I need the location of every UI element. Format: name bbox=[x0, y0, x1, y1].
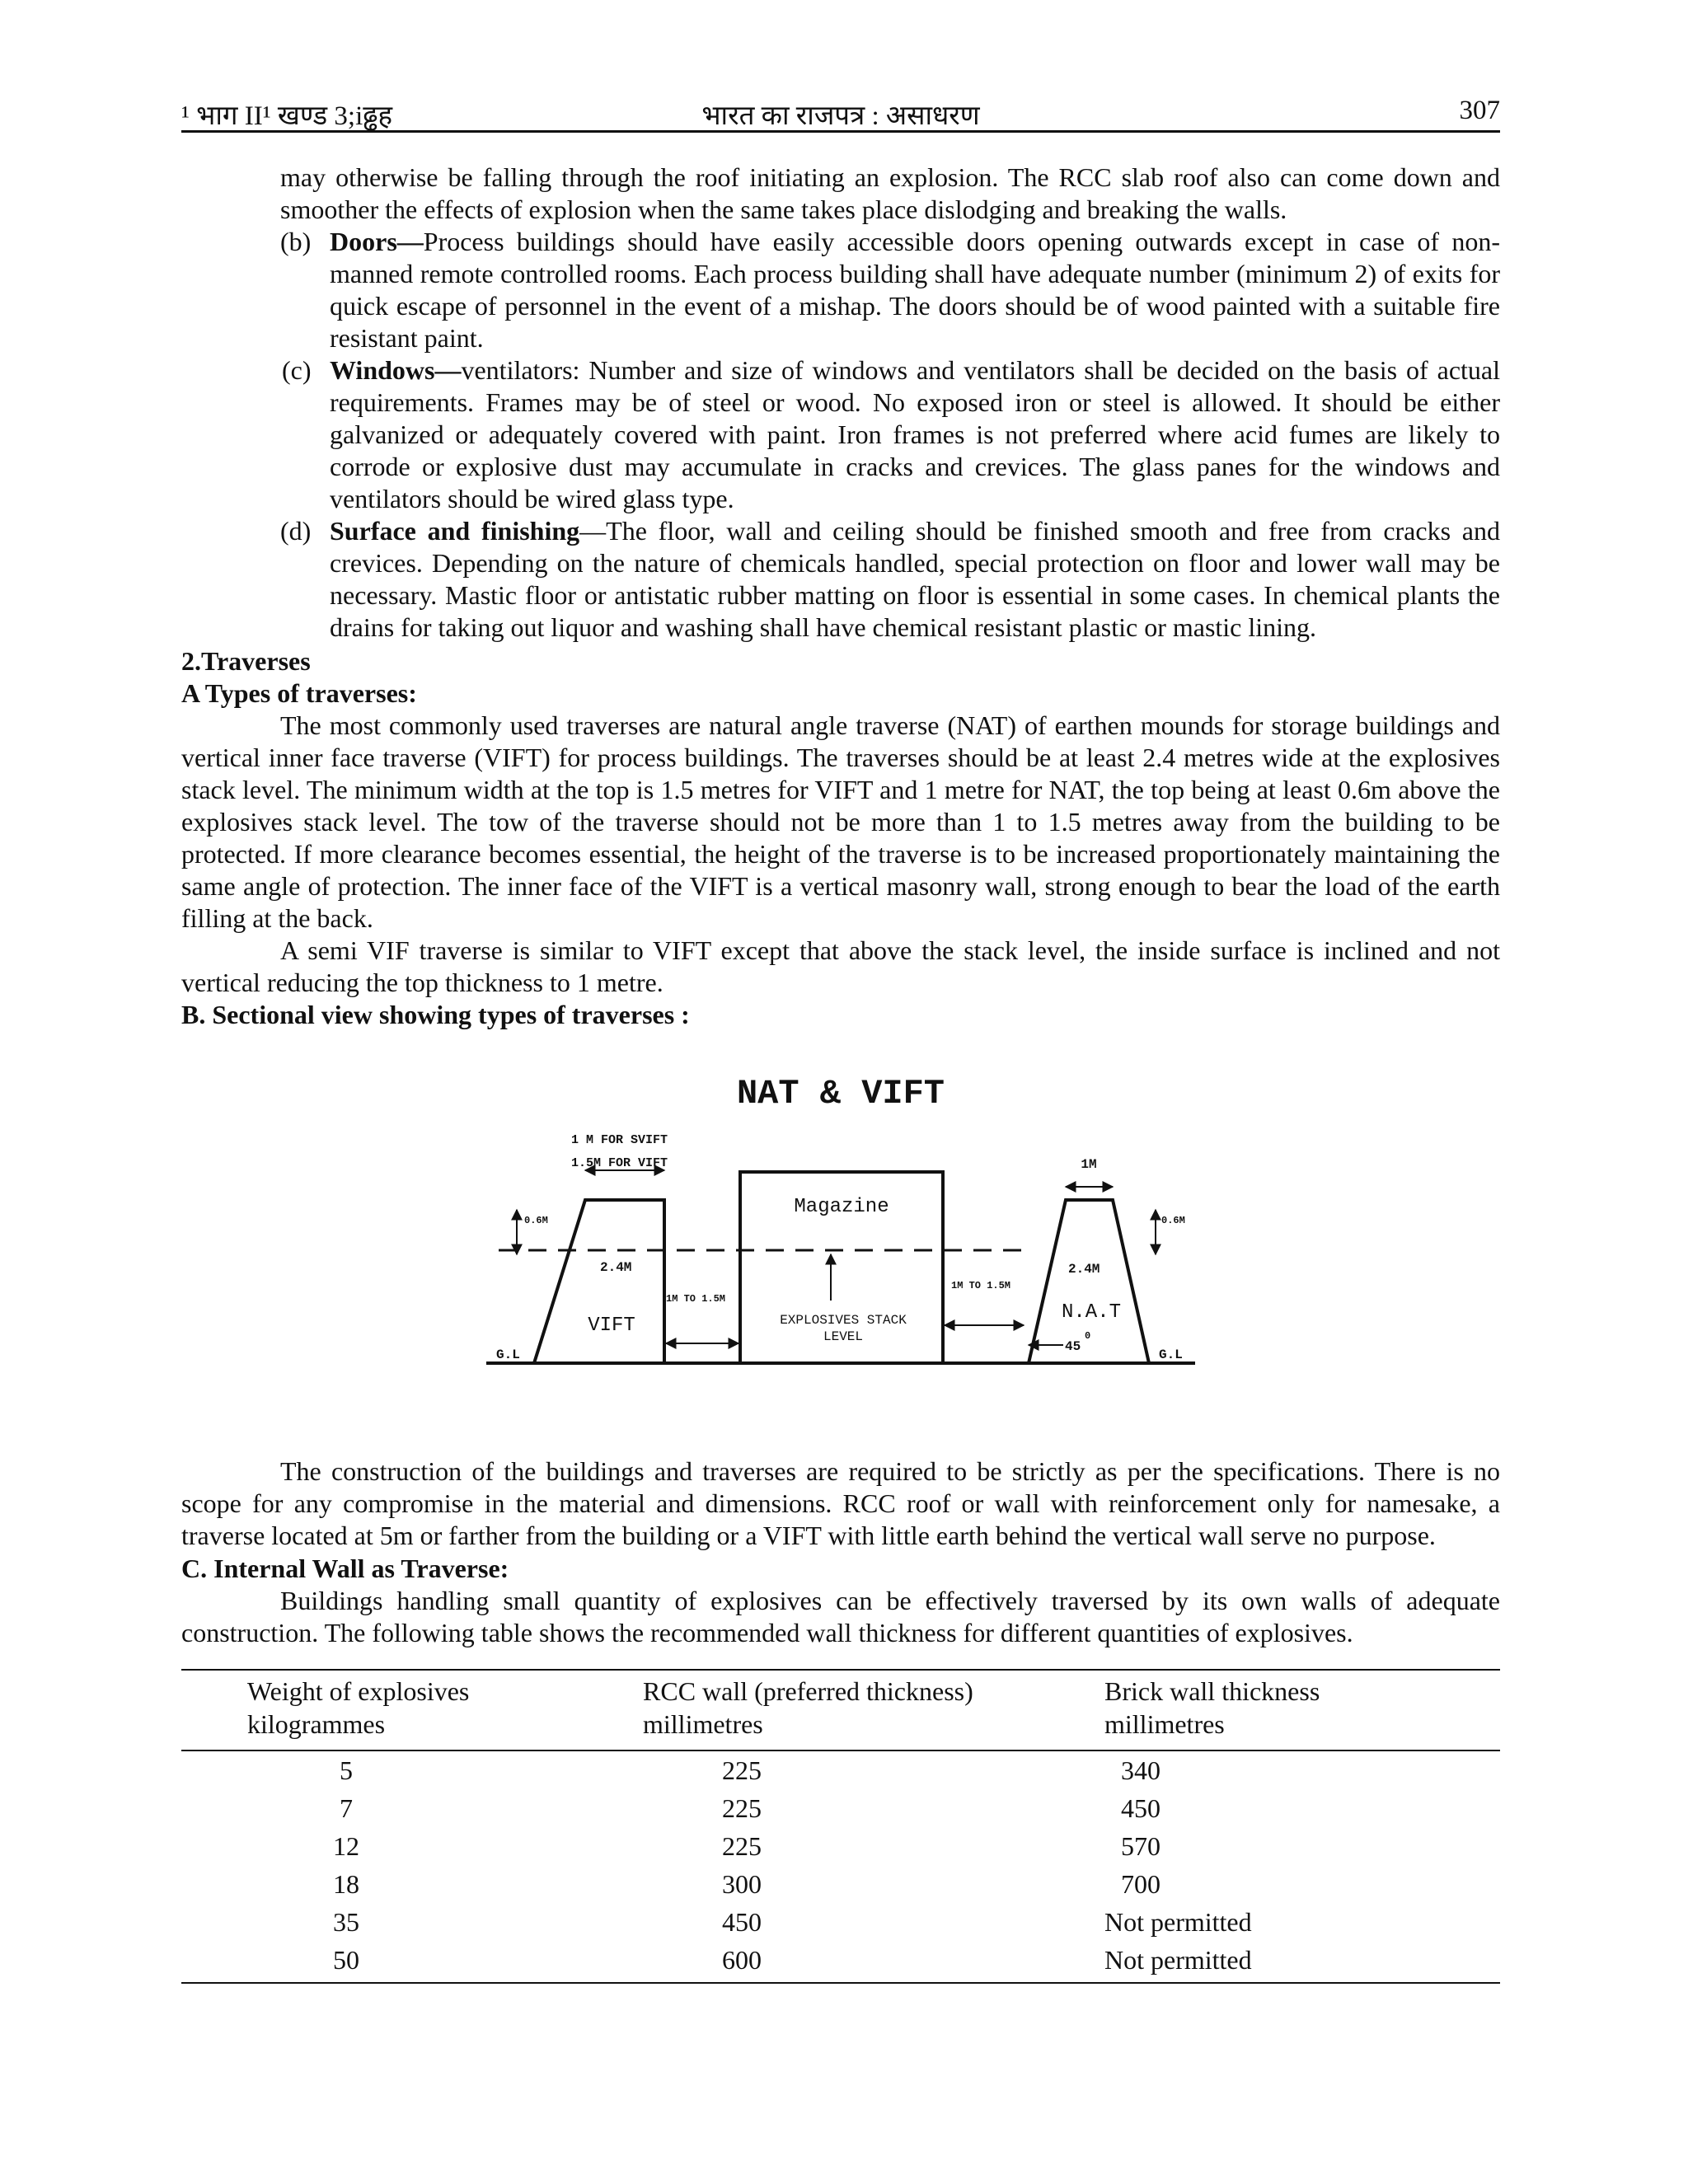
ground-label-right: G.L bbox=[1159, 1347, 1183, 1362]
table-row bbox=[181, 1903, 1500, 1941]
cell-rcc: 450 bbox=[722, 1907, 762, 1937]
left-height-label: 0.6M bbox=[524, 1215, 548, 1226]
svift-label: 1 M FOR SVIFT bbox=[571, 1133, 668, 1147]
cell-rcc: 300 bbox=[722, 1869, 762, 1899]
cell-brick: 700 bbox=[1121, 1869, 1160, 1899]
header-line: RCC wall (preferred thickness) bbox=[643, 1676, 973, 1706]
table-header-brick bbox=[1104, 1675, 1320, 1741]
item-title: Doors— bbox=[330, 227, 424, 256]
item-text: —The floor, wall and ceiling should be finished smooth and free from cracks and crevices. Depending on the nature of chemicals handled, special protection on floor and lower wall may be necessary. Mastic floor or antistatic rubber matting on floor is essential in some cases. In chemical plants the drains for taking out liquor and washing shall have chemical resistant plastic or mastic lining. bbox=[330, 516, 1501, 642]
item-surface bbox=[330, 515, 1500, 644]
table-row bbox=[181, 1789, 1500, 1827]
header-line: Brick wall thickness bbox=[1104, 1676, 1320, 1706]
item-doors bbox=[330, 226, 1500, 354]
header-line: millimetres bbox=[1104, 1709, 1225, 1739]
nat-label: N.A.T bbox=[1061, 1301, 1122, 1324]
cell-weight: 18 bbox=[333, 1869, 359, 1899]
cell-rcc: 225 bbox=[722, 1831, 762, 1861]
item-label-d: (d) bbox=[280, 516, 312, 546]
left-gap-label: 1M TO 1.5M bbox=[666, 1293, 726, 1305]
paragraph-a1: The most commonly used traverses are natural angle traverse (NAT) of earthen mounds for storage buildings and vertical inner face traverse (VIFT) for process buildings. The traverses should be at least 2.4 metres wide at the explosives stack level. The minimum width at the top is 1.5 metres for VIFT and 1 metre for NAT, the top being at least 0.6m above the explosives stack level. The tow of the traverse should not be more than 1 to 1.5 metres away from the building to be protected. If more clearance becomes essential, the height of the traverse is to be increased proportionately maintaining the same angle of protection. The inner face of the VIFT is a vertical masonry wall, strong enough to bear the load of the earth filling at the back. bbox=[181, 710, 1500, 933]
cell-weight: 5 bbox=[340, 1755, 353, 1785]
cell-weight: 12 bbox=[333, 1831, 359, 1861]
nat-width-label: 2.4M bbox=[1068, 1262, 1100, 1277]
page-number: 307 bbox=[1459, 96, 1500, 125]
cell-rcc: 225 bbox=[722, 1755, 762, 1785]
cell-weight: 50 bbox=[333, 1945, 359, 1975]
diagram-title: NAT & VIFT bbox=[736, 1074, 945, 1113]
subheading-c: C. Internal Wall as Traverse: bbox=[181, 1554, 509, 1583]
magazine-label: Magazine bbox=[794, 1196, 889, 1218]
vift-label: VIFT bbox=[588, 1315, 635, 1337]
table-header-rcc bbox=[643, 1675, 973, 1741]
header-rule bbox=[181, 130, 1500, 133]
cell-brick: Not permitted bbox=[1104, 1945, 1252, 1975]
header-gazette-title: भारत का राजपत्र : असाधरण bbox=[701, 101, 980, 131]
table-header-weight bbox=[247, 1675, 469, 1741]
subheading-a: A Types of traverses: bbox=[181, 678, 417, 708]
right-gap-label: 1M TO 1.5M bbox=[951, 1280, 1011, 1291]
item-windows bbox=[330, 354, 1500, 515]
cell-rcc: 600 bbox=[722, 1945, 762, 1975]
vift-top-label: 1.5M FOR VIFT bbox=[571, 1156, 668, 1170]
ground-label-left: G.L bbox=[496, 1347, 520, 1362]
table-row bbox=[181, 1941, 1500, 1979]
cell-weight: 7 bbox=[340, 1793, 353, 1823]
table-row bbox=[181, 1827, 1500, 1865]
degree-label: 0 bbox=[1085, 1330, 1091, 1342]
cell-brick: Not permitted bbox=[1104, 1907, 1252, 1937]
stack-label-line2: LEVEL bbox=[823, 1329, 864, 1344]
angle-label: 45 bbox=[1065, 1339, 1081, 1354]
item-text: Process buildings should have easily accessible doors opening outwards except in case of non-manned remote controlled rooms. Each process building shall have adequate number (minimum 2) of exits for quick escape of personnel in the event of a mishap. The doors should be of wood painted with a suitable fire resistant paint. bbox=[330, 227, 1500, 353]
paragraph-b: The construction of the buildings and traverses are required to be strictly as per the specifications. There is no scope for any compromise in the material and dimensions. RCC roof or wall with reinforcement only for namesake, a traverse located at 5m or farther from the building or a VIFT with little earth behind the vertical wall serve no purpose. bbox=[181, 1456, 1500, 1550]
item-title: Surface and finishing bbox=[330, 516, 580, 546]
cell-brick: 340 bbox=[1121, 1755, 1160, 1785]
cell-rcc: 225 bbox=[722, 1793, 762, 1823]
cell-weight: 35 bbox=[333, 1907, 359, 1937]
cell-brick: 450 bbox=[1121, 1793, 1160, 1823]
paragraph-a2: A semi VIF traverse is similar to VIFT except that above the stack level, the inside surface is inclined and not vertical reducing the top thickness to 1 metre. bbox=[181, 935, 1500, 997]
vift-width-label: 2.4M bbox=[600, 1260, 632, 1275]
right-height-label: 0.6M bbox=[1161, 1215, 1185, 1226]
table-top-rule bbox=[181, 1669, 1500, 1671]
paragraph-c: Buildings handling small quantity of explosives can be effectively traversed by its own walls of adequate construction. The following table shows the recommended wall thickness for different quantities of explosives. bbox=[181, 1586, 1500, 1647]
item-text: ventilators: Number and size of windows and ventilators shall be decided on the basis of actual requirements. Frames may be of steel or wood. No exposed iron or steel is allowed. It should be either galvanized or adequately covered with paint. Iron frames is not preferred where acid fumes are likely to corrode or explosive dust may accumulate in cracks and crevices. The glass panes for the windows and ventilators should be wired glass type. bbox=[330, 355, 1500, 513]
subheading-b: B. Sectional view showing types of traverses : bbox=[181, 1000, 690, 1029]
table-bottom-rule bbox=[181, 1982, 1500, 1984]
header-part-label: ¹ भाग II¹ खण्ड 3;iढ्ढह bbox=[181, 101, 393, 131]
header-line: Weight of explosives bbox=[247, 1676, 470, 1706]
table-row bbox=[181, 1751, 1500, 1789]
nat-top-label: 1M bbox=[1081, 1157, 1097, 1172]
vift-traverse bbox=[534, 1200, 664, 1363]
item-label-b: (b) bbox=[280, 227, 312, 256]
table-body bbox=[181, 1751, 1500, 1979]
traverse-section-diagram bbox=[478, 1063, 1203, 1385]
section-heading: 2.Traverses bbox=[181, 646, 311, 676]
continuation-paragraph: may otherwise be falling through the roof initiating an explosion. The RCC slab roof also can come down and smoother the effects of explosion when the same takes place dislodging and breaking the walls. bbox=[280, 162, 1500, 224]
table-row bbox=[181, 1865, 1500, 1903]
item-label-c: (c) bbox=[282, 355, 312, 385]
cell-brick: 570 bbox=[1121, 1831, 1160, 1861]
header-line: millimetres bbox=[643, 1709, 763, 1739]
stack-label-line1: EXPLOSIVES STACK bbox=[780, 1313, 907, 1328]
header-line: kilogrammes bbox=[247, 1709, 386, 1739]
item-title: Windows— bbox=[330, 355, 462, 385]
